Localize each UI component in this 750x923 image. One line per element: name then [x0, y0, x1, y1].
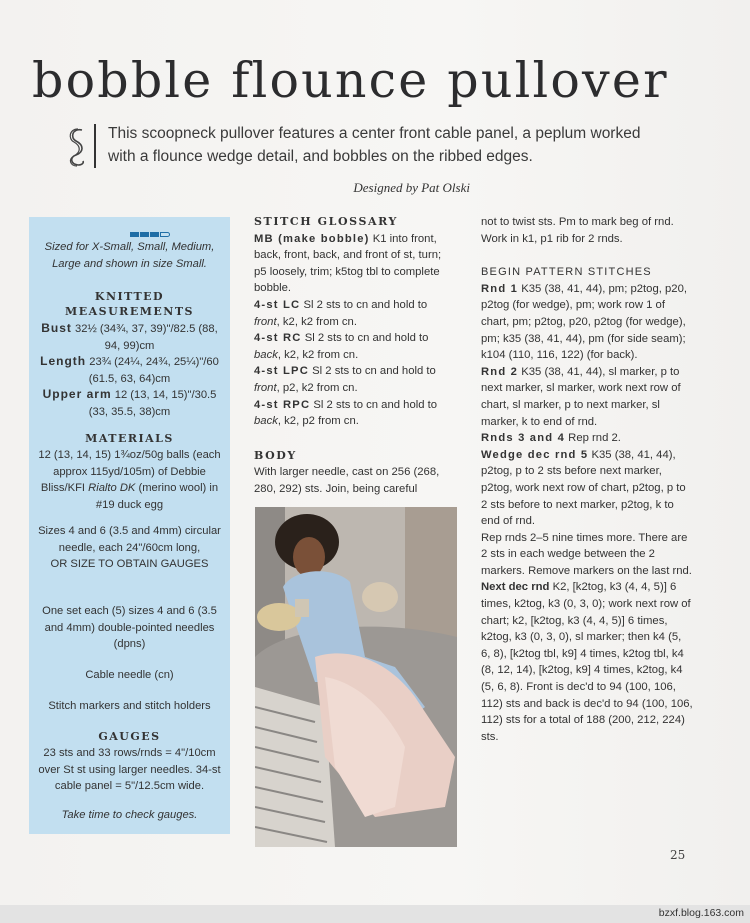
rnd-2: Rnd 2 K35 (38, 41, 44), sl marker, p to next marker, sl marker, work next row of chart, sl marker, p to next marker, sl marker, k to end of rnd.: [481, 365, 681, 428]
glossary-mb: MB (make bobble) K1 into front, back, front, back, and front of st, turn; p5 loosely, trim; k5tog tbl to complete bobble.: [254, 232, 442, 295]
measurement-upper-arm: Upper arm 12 (13, 14, 15)"/30.5 (33, 35.5, 38)cm: [42, 387, 217, 418]
materials-dpns: One set each (5) sizes 4 and 6 (3.5 and 4mm) double-pointed needles (dpns): [42, 605, 217, 650]
begin-pattern-heading: BEGIN PATTERN STITCHES: [481, 266, 652, 279]
stitch-glossary-heading: STITCH GLOSSARY: [254, 215, 398, 228]
stitch-glossary: [254, 214, 456, 498]
rnd-1: Rnd 1 K35 (38, 41, 44), pm; p2tog, p20, p2tog (for wedge), pm; work row 1 of chart, pm; p2tog, p20, p2tog (for wedge), pm; k35 (38, 41, 44), pm (for side seam); k104 (110, 116, 122) (for back).: [481, 282, 688, 362]
sidebar-panel: [29, 217, 230, 834]
skill-level-icon: [130, 224, 171, 230]
measurement-length: Length 23¾ (24¼, 24¾, 25¼)"/60 (61.5, 63, 64)cm: [40, 354, 219, 385]
intro-text: This scoopneck pullover features a center front cable panel, a peplum worked with a flounce wedge detail, and bobbles on the ribbed edges.: [108, 125, 641, 165]
glossary-rpc: 4-st RPC Sl 2 sts to cn and hold to back, k2, p2 from cn.: [254, 398, 438, 428]
rnds-3-and-4: Rnds 3 and 4 Rep rnd 2.: [481, 432, 621, 445]
materials-markers: Stitch markers and stitch holders: [48, 700, 211, 712]
gauges-heading: GAUGES: [98, 730, 161, 743]
gauges-text: 23 sts and 33 rows/rnds = 4"/10cm over St st using larger needles. 34-st cable panel = 5"/12.5cm wide.: [38, 747, 221, 792]
gauges-note: Take time to check gauges.: [61, 809, 198, 821]
page-title: bobble flounce pullover: [32, 52, 669, 109]
page-number: 25: [670, 848, 686, 862]
pattern-instructions: [481, 214, 693, 745]
materials-yarn: 12 (13, 14, 15) 1¾oz/50g balls (each approx 115yd/105m) of Debbie Bliss/KFI Rialto DK (merino wool) in #19 duck egg: [38, 449, 221, 511]
watermark-bar: [0, 905, 750, 923]
measurement-bust: Bust 32½ (34¾, 37, 39)"/82.5 (88, 94, 99)cm: [41, 321, 218, 352]
materials-cable-needle: Cable needle (cn): [85, 669, 174, 681]
repeat-text: Rep rnds 2–5 nine times more. There are 2 sts in each wedge between the 2 markers. Remove markers on the last rnd.: [481, 531, 692, 577]
knitted-measurements-heading: KNITTED MEASUREMENTS: [65, 290, 194, 318]
pattern-continued: not to twist sts. Pm to mark beg of rnd. Work in k1, p1 rib for 2 rnds.: [481, 216, 674, 245]
next-dec-rnd: Next dec rnd K2, [k2tog, k3 (4, 4, 5)] 6 times, k2tog, k3 (0, 3, 0); work next row of chart; k2, [k2tog, k3 (4, 4, 5)] 6 times, k2tog, k3 (0, 3, 0), sl marker; then k4 (5, 6, 8), [k2tog tbl, k9] 4 times, k2tog tbl, k4 (8, 12, 14), [k2tog, k9] 4 times, k2tog, k4 (5, 6, 8). Front is dec'd to 94 (100, 106, 112) sts and back is dec'd to 94 (100, 106, 112) sts for a total of 188 (200, 212, 224) sts.: [481, 581, 693, 743]
body-text: With larger needle, cast on 256 (268, 280, 292) sts. Join, being careful: [254, 466, 440, 495]
materials-circular-needle: Sizes 4 and 6 (3.5 and 4mm) circular needle, each 24"/60cm long, OR SIZE TO OBTAIN GAUGES: [38, 525, 221, 570]
swirl-ornament-icon: [66, 126, 88, 168]
designer-credit: Designed by Pat Olski: [353, 180, 470, 195]
glossary-lc: 4-st LC Sl 2 sts to cn and hold to front, k2, k2 from cn.: [254, 298, 428, 328]
intro-divider: [94, 124, 96, 168]
wedge-dec-rnd: Wedge dec rnd 5 K35 (38, 41, 44), p2tog, p to 2 sts before next marker, p2tog, work next row of chart, p2tog, p to 2 sts before to next marker, p2tog, k to end of rnd.: [481, 448, 686, 528]
materials-heading: MATERIALS: [85, 432, 174, 445]
watermark-text: bzxf.blog.163.com: [658, 907, 744, 919]
body-heading: BODY: [254, 448, 297, 462]
sizes-text: Sized for X-Small, Small, Medium, Large and shown in size Small.: [44, 241, 215, 270]
glossary-lpc: 4-st LPC Sl 2 sts to cn and hold to front, p2, k2 from cn.: [254, 365, 436, 394]
model-photo: [255, 507, 457, 847]
glossary-rc: 4-st RC Sl 2 sts to cn and hold to back, k2, k2 from cn.: [254, 332, 429, 361]
